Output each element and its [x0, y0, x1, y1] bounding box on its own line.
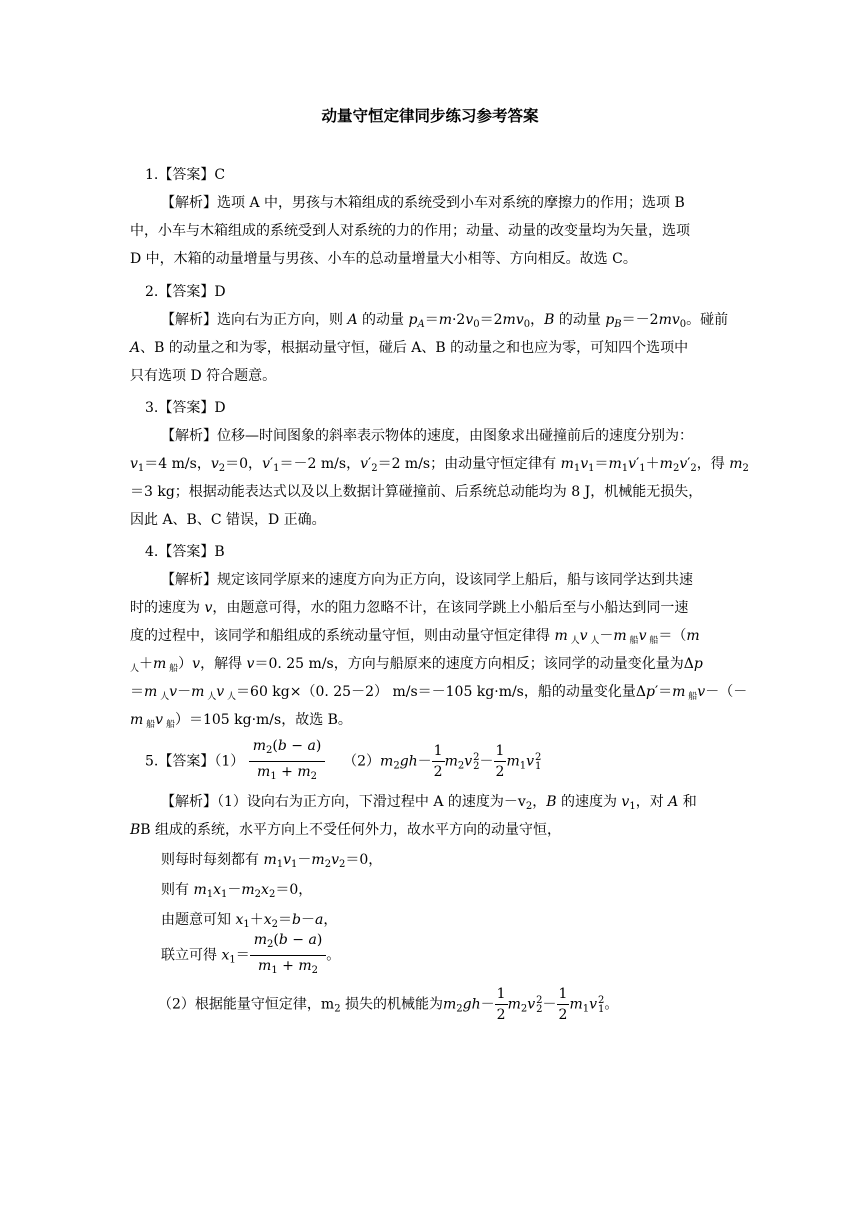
q4-answer: 4.【答案】B [145, 544, 225, 560]
q5-answer: 5.【答案】（1） $\frac{m_2(b - a)}{m_1 + m_2}$ $(2)m_2gh-$ $\frac{1}{2}$ $m_2v$ 2 2 － $\frac{1}{2}$ $m_1v$ 2 1 [145, 736, 541, 787]
q2-analysis-line-2: A、B 的动量之和为零，根据动量守恒，碰后 A、B 的动量之和也应为零，可知四个选项中 [130, 340, 689, 356]
q4-analysis-line-6: m $_船$v $_船$）＝105 kg·m/s，故选 B。 [130, 712, 352, 730]
q2-analysis-line-1: 【解析】选向右为正方向，则 A 的动量 $p_A=m\cdot 2v_0=2mv_0$，B 的动量 $p_B=-2mv_0$。碰前 [161, 312, 729, 330]
q1-analysis-line-3: D 中，木箱的动量增量与男孩、小车的总动量增量大小相等、方向相反。故选 C。 [130, 251, 637, 267]
q5-step-4-fraction: $\frac{m_2(b - a)}{m_1 + m_2}$ [250, 930, 327, 981]
q3-answer: 3.【答案】D [145, 400, 226, 416]
q4-analysis-line-3: 度的过程中，该同学和船组成的系统动量守恒，则由动量守恒定律得 m $_人$v $_人$－m $_船$v $_船$＝（m [130, 628, 700, 646]
q3-analysis-line-1: 【解析】位移—时间图象的斜率表示物体的速度，由图象求出碰撞前后的速度分别为： [161, 428, 693, 444]
q5-analysis-line-1: 【解析】（1）设向右为正方向，下滑过程中 A 的速度为$-v_2$，B 的速度为 $v_1$，对 A 和 [161, 794, 697, 812]
q1-answer: 1.【答案】C [145, 167, 226, 183]
q5-step-1: 则每时每刻都有 $m_1v_1-m_2v_2=0$， [161, 852, 383, 870]
q4-analysis-line-2: 时的速度为 v，由题意可得，水的阻力忽略不计，在该同学跳上小船后至与小船达到同一速 [130, 600, 689, 616]
q2-answer: 2.【答案】D [145, 284, 226, 300]
q5-answer-fraction-1: $\frac{m_2(b - a)}{m_1 + m_2}$ [249, 736, 326, 787]
q1-analysis-line-1: 【解析】选项 A 中，男孩与木箱组成的系统受到小车对系统的摩擦力的作用；选项 B [161, 195, 685, 211]
q3-analysis-line-2: $v_1=4$ m/s，$v_2=0$，$v'_1=-2$ m/s，$v'_2=2$ m/s；由动量守恒定律有 $m_1v_1=m_1v'_1+m_2v'_2$，得 $m_2$ [130, 456, 749, 474]
q5-step-4: 联立可得 $x_1=$ $\frac{m_2(b - a)}{m_1 + m_2}$ 。 [161, 930, 340, 981]
q1-analysis-line-2: 中，小车与木箱组成的系统受到人对系统的力的作用；动量、动量的改变量均为矢量，选项 [130, 223, 690, 239]
page-title: 动量守恒定律同步练习参考答案 [321, 107, 539, 125]
q4-analysis-line-5: ＝m $_人$v－m $_人$v $_人$＝60 kg×（0. 25－2） m/s＝－105 kg·m/s，船的动量变化量Δp′＝m $_船$v－（－ [130, 684, 748, 702]
q5-step-2: 则有 $m_1x_1-m_2x_2=0$， [161, 882, 313, 900]
q4-analysis-line-1: 【解析】规定该同学原来的速度方向为正方向，设该同学上船后，船与该同学达到共速 [161, 572, 693, 588]
q4-analysis-line-4: $_人$＋m $_船$）v，解得 v＝0. 25 m/s，方向与船原来的速度方向相反；该同学的动量变化量为Δp [130, 656, 703, 674]
q3-analysis-line-3: ＝3 kg；根据动能表达式以及以上数据计算碰撞前、后系统总动能均为 8 J，机械能无损失， [130, 484, 703, 500]
q5-analysis-line-2: BB 组成的系统，水平方向上不受任何外力，故水平方向的动量守恒， [130, 822, 562, 838]
q5-step-3: 由题意可知 $x_1+x_2=b-a$， [161, 912, 338, 930]
q2-analysis-line-3: 只有选项 D 符合题意。 [130, 368, 277, 384]
q5-step-5: （2）根据能量守恒定律，$m_2$ 损失的机械能为$m_2gh-$ $\frac{1}{2}$ $m_2v$ 2 2 － $\frac{1}{2}$ $m_1v$ 2 1 。 [158, 986, 619, 1023]
q3-analysis-line-4: 因此 A、B、C 错误，D 正确。 [130, 512, 326, 528]
